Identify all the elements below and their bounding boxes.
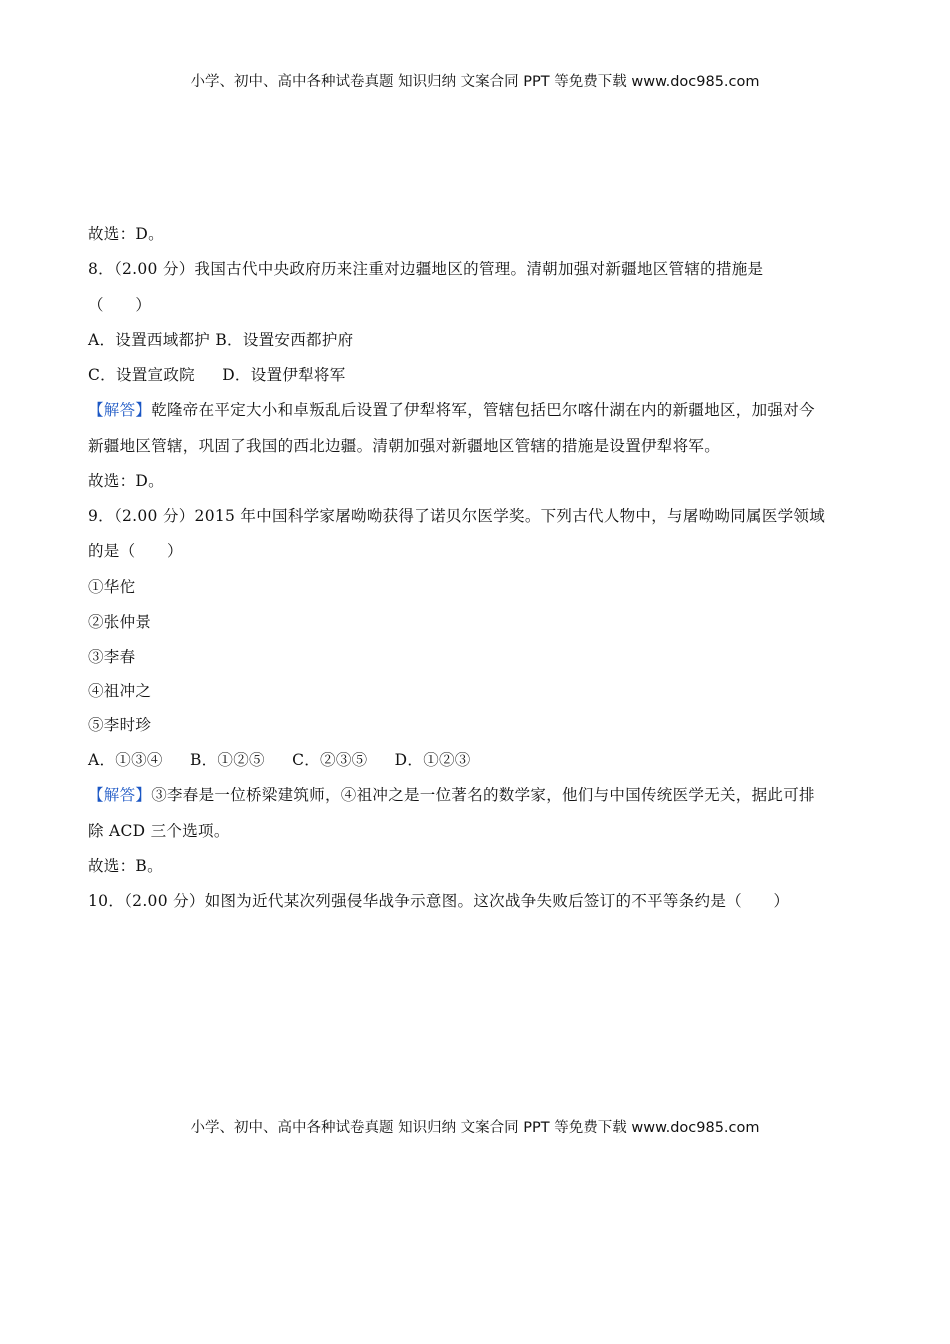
q8-options-row1 <box>88 328 353 350</box>
q10-stem-line1: 10．（2.00 分）如图为近代某次列强侵华战争示意图。这次战争失败后签订的不平等条约是（ ） <box>88 892 790 910</box>
q9-option-c: C．②③⑤ <box>292 751 368 769</box>
q7-result: 故选：D。 <box>88 225 164 243</box>
q8-option-b: B．设置安西都护府 <box>215 331 354 349</box>
q9-option-d: D．①②③ <box>394 751 471 769</box>
q9-answer-tag: 【解答】 <box>88 786 152 804</box>
q9-option-b: B．①②⑤ <box>189 751 265 769</box>
q8-options-row2 <box>88 363 346 385</box>
q9-result: 故选：B。 <box>88 857 163 875</box>
page-header: 小学、初中、高中各种试卷真题 知识归纳 文案合同 PPT 等免费下载 www.doc985.com <box>190 74 760 90</box>
q9-stem-line1: 9．（2.00 分）2015 年中国科学家屠呦呦获得了诺贝尔医学奖。下列古代人物中，与屠呦呦同属医学领域 <box>88 507 826 525</box>
q9-item: ①华佗 <box>88 578 136 596</box>
q8-answer-tag: 【解答】 <box>88 401 152 419</box>
q9-stem-line2: 的是（ ） <box>88 542 183 560</box>
q8-stem-line1: 8．（2.00 分）我国古代中央政府历来注重对边疆地区的管理。清朝加强对新疆地区管辖的措施是 <box>88 260 764 278</box>
q8-answer-text1: 乾隆帝在平定大小和卓叛乱后设置了伊犁将军，管辖包括巴尔喀什湖在内的新疆地区，加强对今 <box>151 401 815 419</box>
q8-option-c: C．设置宣政院 <box>88 366 195 384</box>
q8-option-a: A．设置西域都护 <box>88 331 211 349</box>
q9-answer-line1 <box>88 783 815 805</box>
q9-item: ③李春 <box>88 648 136 666</box>
q9-item: ④祖冲之 <box>88 682 152 700</box>
q9-options-row <box>88 748 471 770</box>
q8-answer-line2: 新疆地区管辖，巩固了我国的西北边疆。清朝加强对新疆地区管辖的措施是设置伊犁将军。 <box>88 437 721 455</box>
q8-option-d: D．设置伊犁将军 <box>222 366 346 384</box>
q9-item: ②张仲景 <box>88 613 152 631</box>
q9-item: ⑤李时珍 <box>88 716 152 734</box>
q8-answer-line1 <box>88 398 815 420</box>
q8-stem-line2: （ ） <box>88 296 152 314</box>
q9-option-a: A．①③④ <box>88 751 163 769</box>
q9-answer-text1: ③李春是一位桥梁建筑师，④祖冲之是一位著名的数学家，他们与中国传统医学无关，据此可排 <box>151 786 815 804</box>
page-footer: 小学、初中、高中各种试卷真题 知识归纳 文案合同 PPT 等免费下载 www.doc985.com <box>190 1120 760 1136</box>
q9-answer-line2: 除 ACD 三个选项。 <box>88 822 230 840</box>
q8-result: 故选：D。 <box>88 472 164 490</box>
